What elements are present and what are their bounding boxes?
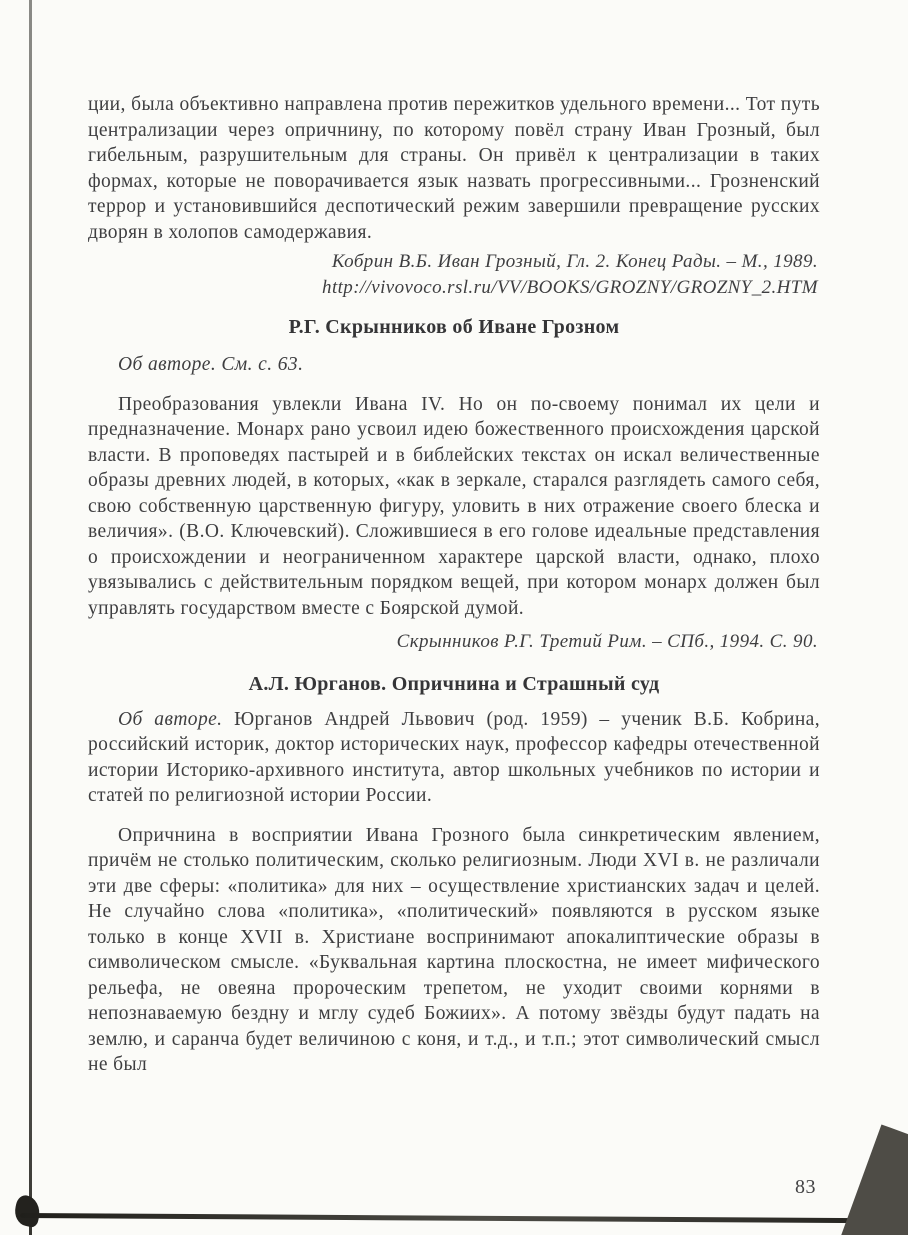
citation-kobrin-url: http://vivovoco.rsl.ru/VV/BOOKS/GROZNY/GROZNY_2.HTM — [322, 276, 818, 298]
page-content — [88, 92, 820, 1078]
about-author-skrynnikov — [88, 352, 820, 378]
about-author-label: Об авторе. — [118, 708, 223, 730]
citation-kobrin — [88, 249, 820, 300]
scan-edge-left — [29, 0, 32, 1235]
scan-edge-bottom — [20, 1213, 882, 1223]
scan-corner-bottom-left — [12, 1194, 43, 1229]
paragraph-yurganov: Опричнина в восприятии Ивана Грозного была синкретическим явлением, причём не столько политическим, сколько религиозным. Люди XVI в. не различали эти две сферы: «политика» для них – осуществление христианских задач и целей. Не случайно слова «политика», «политический» появляются в русском языке только в конце XVII в. Христиане воспринимают апокалиптические образы в символическом смысле. «Буквальная картина плоскостна, не имеет мифического рельефа, не овеяна пророческим трепетом, не уходит своими корнями в непознаваемую бездну и мглу судеб Божиих». А потому звёзды будут падать на землю, и саранча будет величиною с коня, и т.д., и т.п.; этот символический смысл не был — [88, 824, 820, 1075]
about-author-bio: Юрганов Андрей Львович (род. 1959) – ученик В.Б. Кобрина, российский историк, доктор исторических наук, профессор кафедры отечественной истории Историко-архивного института, автор школьных учебников по истории и статей по религиозной истории России. — [88, 708, 821, 806]
section-heading-yurganov: А.Л. Юрганов. Опричнина и Страшный суд — [248, 672, 660, 695]
page-number: 83 — [795, 1176, 816, 1198]
about-author-yurganov — [88, 707, 820, 809]
section-heading-skrynnikov: Р.Г. Скрынников об Иване Грозном — [288, 316, 620, 338]
about-author-label: Об авторе. — [118, 354, 217, 375]
about-author-note: См. с. 63. — [216, 354, 304, 375]
paragraph-skrynnikov: Преобразования увлекли Ивана IV. Но он по-своему понимал их цели и предназначение. Монарх рано усвоил идею божественного происхождения царской власти. В проповедях пастырей и в библейских текстах он искал величественные образы древних людей, в которых, «как в зеркале, старался разглядеть самого себя, свою собственную царственную фигуру, уловить в них отражение своего блеска и величия». (В.О. Ключевский). Сложившиеся в его голове идеальные представления о происхождении и неограниченном характере царской власти, однако, плохо увязывались с действительным порядком вещей, при котором монарх должен был управлять государством вместе с Боярской думой. — [88, 393, 820, 619]
citation-kobrin-source: Кобрин В.Б. Иван Грозный, Гл. 2. Конец Рады. – М., 1989. — [331, 251, 818, 272]
citation-skrynnikov: Скрынников Р.Г. Третий Рим. – СПб., 1994. С. 90. — [396, 631, 818, 652]
paragraph-kobrin-continuation: ции, была объективно направлена против пережитков удельного времени... Тот путь централизации через опричнину, по которому повёл страну Иван Грозный, был гибельным, разрушительным для страны. Он привёл к централизации в таких формах, которые не поворачивается язык назвать прогрессивными... Грозненский террор и установившийся деспотический режим завершили превращение русских дворян в холопов самодержавия. — [88, 94, 820, 243]
